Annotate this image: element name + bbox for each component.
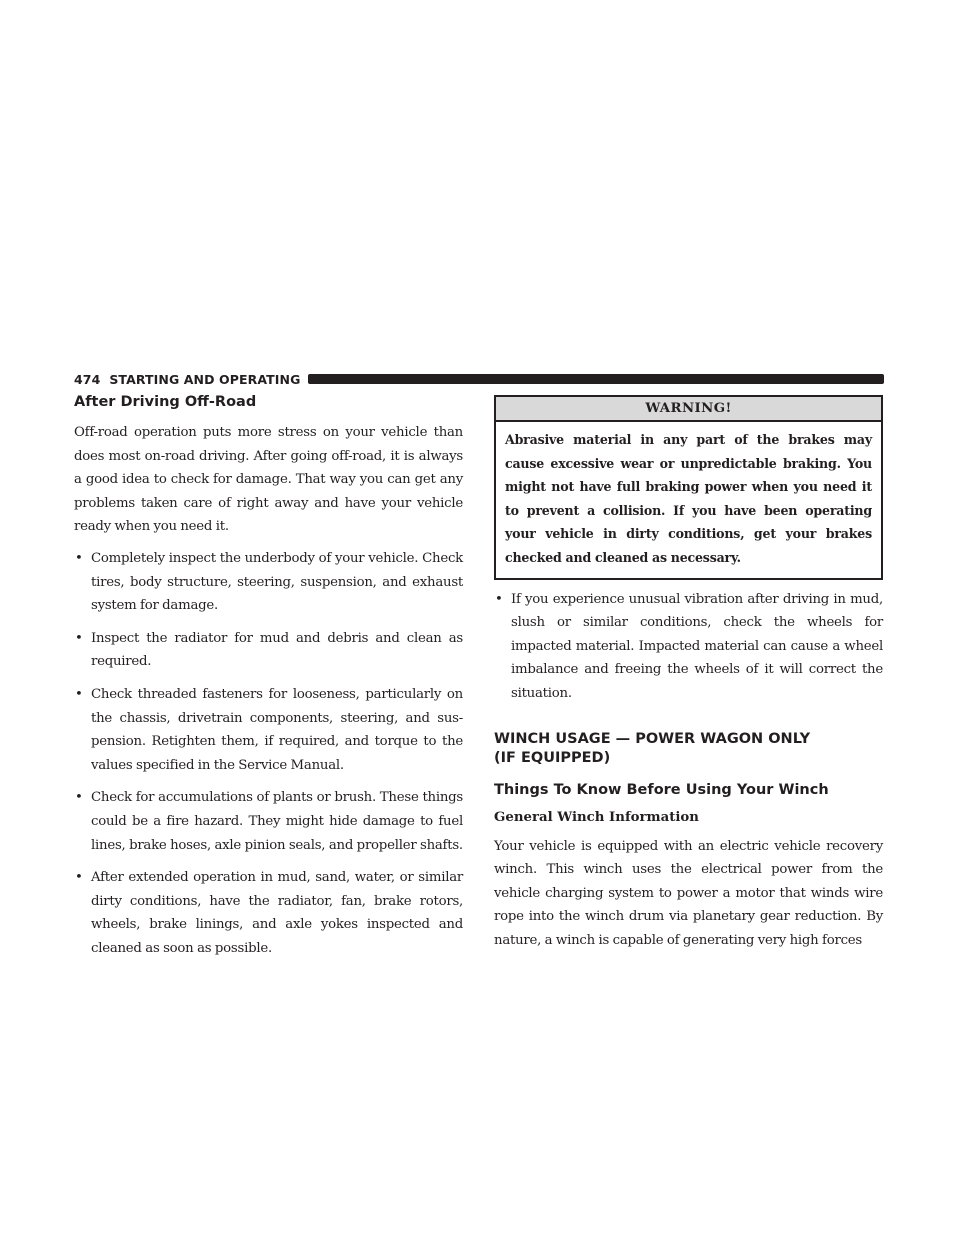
list-item: [494, 588, 883, 706]
list-item: [74, 786, 463, 857]
bullet-icon: •: [75, 550, 83, 566]
general-winch-heading: General Winch Information: [494, 809, 699, 825]
winch-heading-line1: WINCH USAGE — POWER WAGON ONLY: [494, 730, 811, 747]
winch-subheading: Things To Know Before Using Your Winch: [494, 781, 829, 798]
left-column: [74, 393, 463, 969]
warning-text: Abrasive material in any part of the brakes may cause excessive wear or unpredictable braking. You might not have full braking power when you need it to prevent a collision. If you have been operating your vehicle in dirty conditions, get your brakes checked and cleaned as necessary.: [505, 432, 872, 565]
list-item: [74, 683, 463, 777]
running-head-rule: [308, 374, 884, 384]
right-column: [494, 393, 883, 953]
list-item-text: Check for accumulations of plants or brush. These things could be a fire hazard. They might hide damage to fuel lines, brake hoses, axle pinion seals, and propeller shafts.: [91, 790, 463, 853]
after-driving-checklist: [74, 547, 463, 961]
list-item: [74, 547, 463, 618]
section-title: STARTING AND OPERATING: [109, 371, 301, 387]
running-head: [74, 371, 884, 387]
bullet-icon: •: [75, 870, 83, 886]
winch-heading-line2: (IF EQUIPPED): [494, 749, 611, 766]
list-item-text: Completely inspect the underbody of your vehicle. Check tires, body structure, steering, suspension, and exhaust system for damage.: [91, 550, 463, 614]
list-item-text: After extended operation in mud, sand, water, or similar dirty conditions, have the radiator, fan, brake rotors, wheels, brake linings, and axle yokes inspected and cleaned as soon as possible.: [91, 870, 463, 956]
general-winch-paragraph: Your vehicle is equipped with an electric vehicle recovery winch. This winch uses the electrical power from the vehicle charging system to power a motor that winds wire rope into the winch drum via planetary gear reduction. By nature, a winch is capable of generating very high forces: [494, 838, 883, 948]
warning-box: [494, 395, 883, 580]
list-item: [74, 866, 463, 960]
list-item-text: Inspect the radiator for mud and debris and clean as required.: [91, 630, 463, 670]
page-number: 474: [74, 371, 101, 387]
bullet-icon: •: [75, 686, 83, 702]
list-item-text: Check threaded fasteners for looseness, particularly on the chassis, drivetrain components, steering, and sus- pension. Retighten them, if required, and torque to the values specified in the Service Manual.: [91, 686, 463, 773]
after-driving-heading: After Driving Off-Road: [74, 394, 257, 410]
bullet-icon: •: [495, 591, 503, 607]
running-head-text: [74, 372, 300, 387]
list-item: [74, 627, 463, 674]
vibration-list: [494, 588, 883, 706]
winch-section-heading: [494, 730, 883, 768]
list-item-text: If you experience unusual vibration after driving in mud, slush or similar conditions, check the wheels for impacted material. Impacted material can cause a wheel imbalance and freeing the wheels of it will correct the situation.: [511, 591, 883, 701]
bullet-icon: •: [75, 630, 83, 646]
bullet-icon: •: [75, 790, 83, 806]
warning-title: WARNING!: [496, 397, 881, 422]
after-driving-intro: Off-road operation puts more stress on your vehicle than does most on-road driving. After going off-road, it is always a good idea to check for damage. That way you can get any problems taken care of right away and have your vehicle ready when you need it.: [74, 425, 463, 535]
